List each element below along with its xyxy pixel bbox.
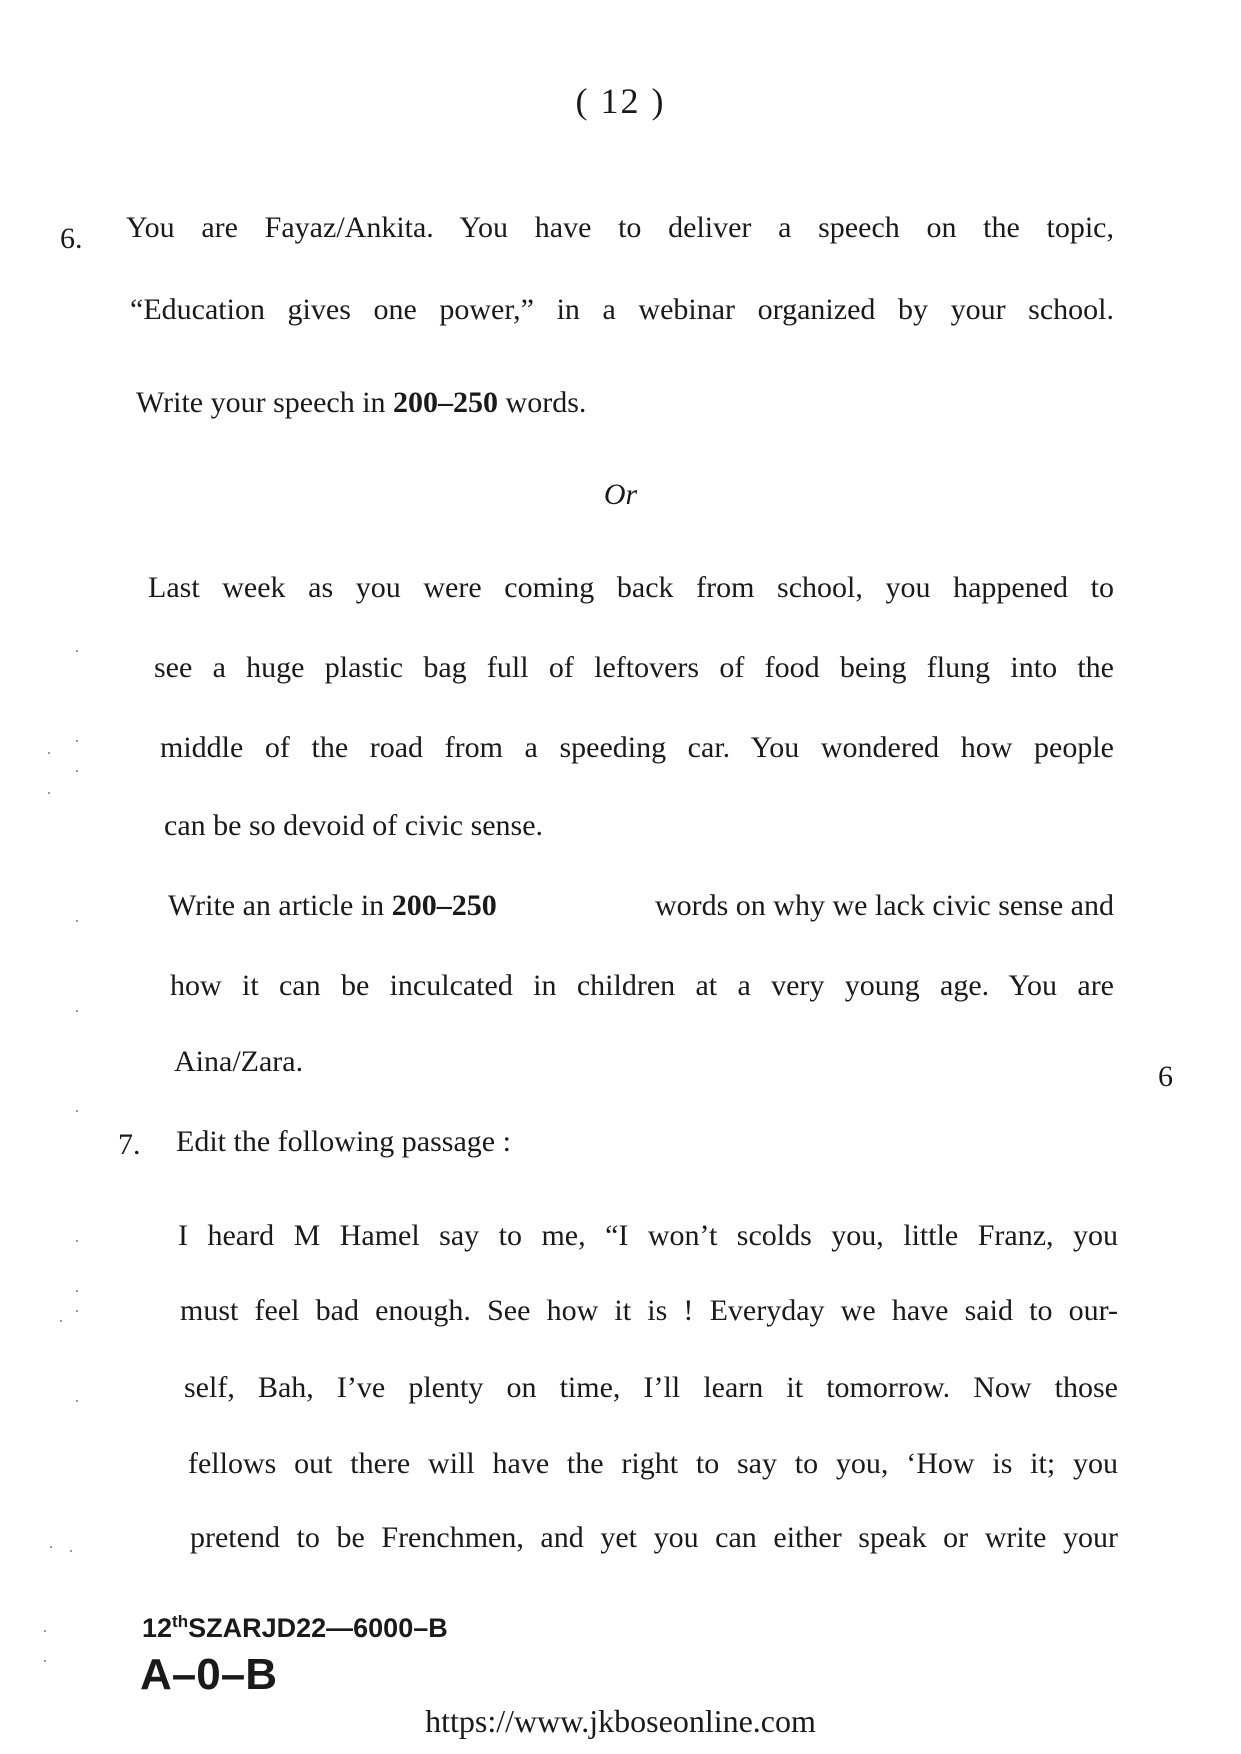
q6-task-line-2: how it can be inculcated in children at a very young age. You are [170,969,1114,1002]
q6-line-3-prefix: Write your speech in [136,386,394,419]
q6-line-3 [136,385,586,421]
or-label: Or [603,478,638,511]
q6-line-1: You are Fayaz/Ankita. You have to deliver a speech on the topic, [126,211,1114,244]
q7-heading: Edit the following passage : [176,1125,511,1158]
question-7-number: 7. [118,1128,141,1161]
question-6-number: 6. [60,222,83,255]
q7-passage-line-1: I heard M Hamel say to me, “I won’t scolds you, little Franz, you [178,1219,1118,1252]
paper-set: A–0–B [140,1650,277,1699]
q6-task-word-limit: 200–250 [391,889,497,922]
paper-code [142,1612,448,1644]
q6-task-suffix: words on why we lack civic sense and [654,889,1114,922]
q6-task-line-1 [168,888,1114,924]
q6-alt-line-4: can be so devoid of civic sense. [164,809,544,842]
q7-passage-line-5: pretend to be Frenchmen, and yet you can either speak or write your [190,1521,1118,1554]
q6-alt-line-2: see a huge plastic bag full of leftovers of food being flung into the [154,651,1114,684]
q6-line-2: “Education gives one power,” in a webinar organized by your school. [130,293,1114,326]
q7-passage-line-3: self, Bah, I’ve plenty on time, I’ll learn it tomorrow. Now those [184,1371,1118,1404]
q6-alt-line-3: middle of the road from a speeding car. You wondered how people [160,731,1114,764]
page-number: ( 12 ) [575,81,666,121]
paper-code-suffix: SZARJD22—6000–B [188,1613,448,1643]
source-url: https://www.jkboseonline.com [425,1703,816,1739]
q7-passage-line-4: fellows out there will have the right to say to you, ‘How is it; you [188,1447,1118,1480]
paper-code-sup: th [172,1612,189,1631]
q6-alt-line-1: Last week as you were coming back from school, you happened to [148,571,1114,604]
q6-task-prefix [168,888,497,924]
q6-word-limit: 200–250 [393,386,499,419]
scan-margin-specks [40,500,100,1700]
q6-marks: 6 [1158,1060,1173,1093]
q6-task-line-3: Aina/Zara. [174,1045,304,1078]
q6-line-3-suffix: words. [498,386,587,419]
q6-task-prefix-text: Write an article in [168,889,392,922]
paper-code-prefix: 12 [142,1613,173,1643]
q7-passage-line-2: must feel bad enough. See how it is ! Everyday we have said to our- [180,1294,1118,1327]
